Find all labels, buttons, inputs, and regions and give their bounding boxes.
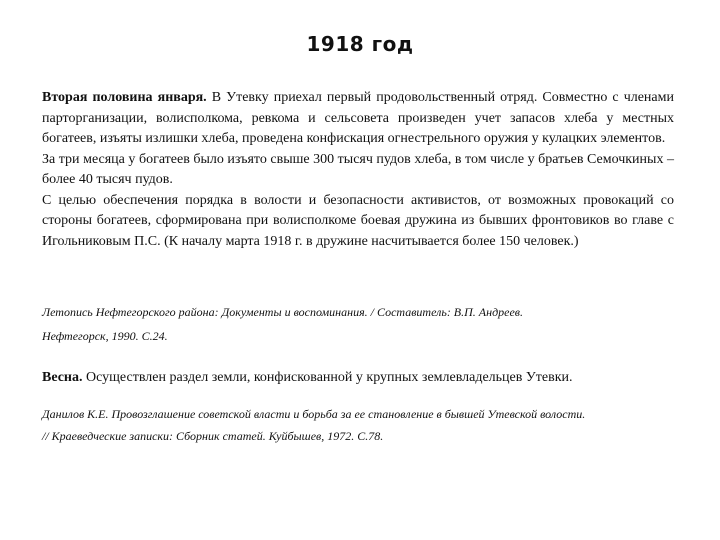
section-spring [42,368,674,389]
page-title: 1918 год [306,32,414,56]
paragraph-militia: С целью обеспечения порядка в волости и безопасности активистов, от возможных провокаций со стороны богатеев, сформирована при волисполкоме боевая дружина из бывших фронтовиков во главе с Игольниковым П.С. (К началу марта 1918 г. в дружине насчитывается более 150 человек.) [42,192,674,249]
paragraph-grain-seized: За три месяца у богатеев было изъято свыше 300 тысяч пудов хлеба, в том числе у братьев Семочкиных – более 40 тысяч пудов. [42,151,674,187]
citation-line: Летопись Нефтегорского района: Документы и воспоминания. / Составитель: В.П. Андреев. [42,305,524,319]
section-january [42,88,674,252]
citation-line: // Краеведческие записки: Сборник статей. Куйбышев, 1972. С.78. [42,429,384,443]
paragraph-lead: Вторая половина января. [42,90,207,105]
citation-line: Данилов К.Е. Провозглашение советской власти и борьба за ее становление в бывшей Утевской волости. [42,407,586,421]
paragraph-text: В Утевку приехал первый продовольственный отряд. Совместно с членами парторганизации, волисполкома, ревкома и сельсовета произведен учет запасов хлеба у местных богатеев, изъяты излишки хлеба, проведена конфискация огнестрельного оружия у кулацких элементов. [42,90,674,146]
source-citation-2 [42,403,682,447]
source-citation-1 [42,300,682,348]
paragraph-land-division [42,368,674,389]
paragraph-lead: Весна. [42,370,83,385]
citation-line: Нефтегорск, 1990. С.24. [42,329,168,343]
paragraph-requisition [42,88,674,150]
paragraph-text: Осуществлен раздел земли, конфискованной у крупных землевладельцев Утевки. [82,370,573,385]
